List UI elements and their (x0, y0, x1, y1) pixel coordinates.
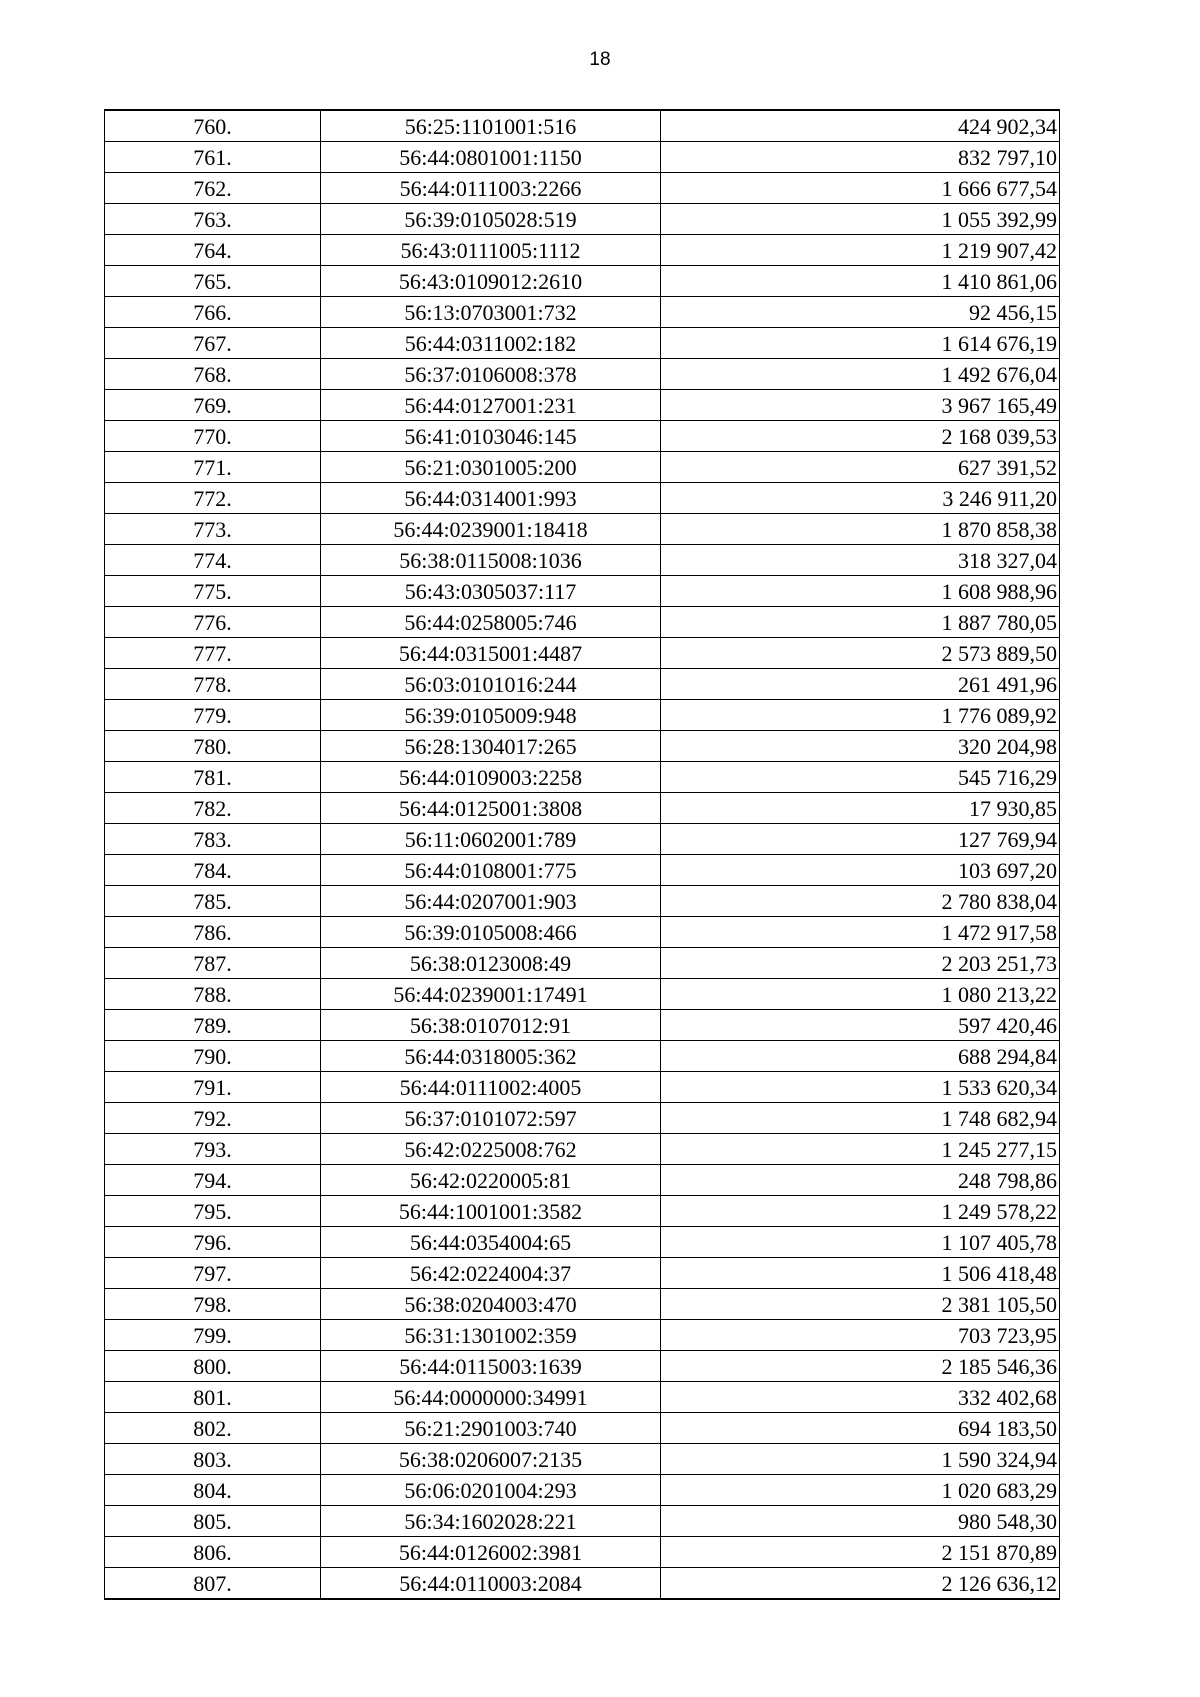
cadastral-number-cell: 56:21:0301005:200 (321, 452, 661, 483)
value-cell: 1 245 277,15 (661, 1134, 1060, 1165)
cadastral-number-cell: 56:42:0225008:762 (321, 1134, 661, 1165)
cadastral-number-cell: 56:28:1304017:265 (321, 731, 661, 762)
row-number-cell: 786. (105, 917, 321, 948)
row-number-cell: 779. (105, 700, 321, 731)
cadastral-number-cell: 56:03:0101016:244 (321, 669, 661, 700)
table-row (105, 1444, 1060, 1475)
cadastral-number-cell: 56:42:0224004:37 (321, 1258, 661, 1289)
value-cell: 1 614 676,19 (661, 328, 1060, 359)
cadastral-number-cell: 56:38:0204003:470 (321, 1289, 661, 1320)
value-cell: 1 608 988,96 (661, 576, 1060, 607)
row-number-cell: 778. (105, 669, 321, 700)
row-number-cell: 801. (105, 1382, 321, 1413)
value-cell: 424 902,34 (661, 110, 1060, 142)
row-number-cell: 785. (105, 886, 321, 917)
row-number-cell: 787. (105, 948, 321, 979)
page-number: 18 (589, 49, 611, 70)
cadastral-number-cell: 56:21:2901003:740 (321, 1413, 661, 1444)
row-number-cell: 797. (105, 1258, 321, 1289)
table-row (105, 1351, 1060, 1382)
table-row (105, 576, 1060, 607)
row-number-cell: 807. (105, 1568, 321, 1600)
value-cell: 597 420,46 (661, 1010, 1060, 1041)
value-cell: 627 391,52 (661, 452, 1060, 483)
cadastral-number-cell: 56:44:0318005:362 (321, 1041, 661, 1072)
value-cell: 261 491,96 (661, 669, 1060, 700)
row-number-cell: 793. (105, 1134, 321, 1165)
cadastral-value-table (104, 109, 1060, 1600)
row-number-cell: 760. (105, 110, 321, 142)
table-row (105, 1134, 1060, 1165)
cadastral-number-cell: 56:41:0103046:145 (321, 421, 661, 452)
row-number-cell: 776. (105, 607, 321, 638)
row-number-cell: 767. (105, 328, 321, 359)
value-cell: 1 249 578,22 (661, 1196, 1060, 1227)
row-number-cell: 763. (105, 204, 321, 235)
cadastral-number-cell: 56:44:0111003:2266 (321, 173, 661, 204)
table-row (105, 297, 1060, 328)
cadastral-number-cell: 56:44:0354004:65 (321, 1227, 661, 1258)
table-row (105, 514, 1060, 545)
row-number-cell: 772. (105, 483, 321, 514)
cadastral-number-cell: 56:44:0111002:4005 (321, 1072, 661, 1103)
table-row (105, 110, 1060, 142)
cadastral-number-cell: 56:34:1602028:221 (321, 1506, 661, 1537)
cadastral-number-cell: 56:31:1301002:359 (321, 1320, 661, 1351)
row-number-cell: 773. (105, 514, 321, 545)
cadastral-number-cell: 56:44:0127001:231 (321, 390, 661, 421)
value-cell: 1 870 858,38 (661, 514, 1060, 545)
value-cell: 1 410 861,06 (661, 266, 1060, 297)
cadastral-number-cell: 56:39:0105028:519 (321, 204, 661, 235)
cadastral-number-cell: 56:44:0125001:3808 (321, 793, 661, 824)
table-row (105, 1320, 1060, 1351)
value-cell: 103 697,20 (661, 855, 1060, 886)
row-number-cell: 800. (105, 1351, 321, 1382)
value-cell: 127 769,94 (661, 824, 1060, 855)
table-row (105, 359, 1060, 390)
row-number-cell: 804. (105, 1475, 321, 1506)
cadastral-number-cell: 56:44:0311002:182 (321, 328, 661, 359)
value-cell: 1 472 917,58 (661, 917, 1060, 948)
table-row (105, 917, 1060, 948)
row-number-cell: 803. (105, 1444, 321, 1475)
value-cell: 1 776 089,92 (661, 700, 1060, 731)
row-number-cell: 784. (105, 855, 321, 886)
table-row (105, 607, 1060, 638)
row-number-cell: 798. (105, 1289, 321, 1320)
table-row (105, 266, 1060, 297)
cadastral-number-cell: 56:44:0108001:775 (321, 855, 661, 886)
row-number-cell: 782. (105, 793, 321, 824)
table-row (105, 1010, 1060, 1041)
table-row (105, 1165, 1060, 1196)
cadastral-number-cell: 56:44:0314001:993 (321, 483, 661, 514)
value-cell: 1 492 676,04 (661, 359, 1060, 390)
value-cell: 2 573 889,50 (661, 638, 1060, 669)
value-cell: 545 716,29 (661, 762, 1060, 793)
value-cell: 1 748 682,94 (661, 1103, 1060, 1134)
value-cell: 1 055 392,99 (661, 204, 1060, 235)
table-row (105, 1506, 1060, 1537)
row-number-cell: 765. (105, 266, 321, 297)
cadastral-number-cell: 56:44:0207001:903 (321, 886, 661, 917)
cadastral-number-cell: 56:44:0258005:746 (321, 607, 661, 638)
row-number-cell: 768. (105, 359, 321, 390)
table-row (105, 1258, 1060, 1289)
cadastral-number-cell: 56:39:0105008:466 (321, 917, 661, 948)
cadastral-number-cell: 56:44:0239001:18418 (321, 514, 661, 545)
value-cell: 17 930,85 (661, 793, 1060, 824)
row-number-cell: 795. (105, 1196, 321, 1227)
row-number-cell: 788. (105, 979, 321, 1010)
value-cell: 1 107 405,78 (661, 1227, 1060, 1258)
cadastral-number-cell: 56:44:0000000:34991 (321, 1382, 661, 1413)
value-cell: 2 185 546,36 (661, 1351, 1060, 1382)
row-number-cell: 799. (105, 1320, 321, 1351)
value-cell: 1 666 677,54 (661, 173, 1060, 204)
table-row (105, 142, 1060, 173)
cadastral-number-cell: 56:44:0239001:17491 (321, 979, 661, 1010)
row-number-cell: 770. (105, 421, 321, 452)
table-row (105, 762, 1060, 793)
value-cell: 92 456,15 (661, 297, 1060, 328)
cadastral-number-cell: 56:42:0220005:81 (321, 1165, 661, 1196)
table-row (105, 1537, 1060, 1568)
row-number-cell: 805. (105, 1506, 321, 1537)
table-row (105, 669, 1060, 700)
row-number-cell: 783. (105, 824, 321, 855)
table-row (105, 824, 1060, 855)
value-cell: 1 590 324,94 (661, 1444, 1060, 1475)
table-row (105, 1475, 1060, 1506)
table-row (105, 1568, 1060, 1600)
table-body (105, 110, 1060, 1599)
value-cell: 318 327,04 (661, 545, 1060, 576)
value-cell: 1 080 213,22 (661, 979, 1060, 1010)
row-number-cell: 769. (105, 390, 321, 421)
table-row (105, 328, 1060, 359)
table-row (105, 483, 1060, 514)
row-number-cell: 764. (105, 235, 321, 266)
table-row (105, 1289, 1060, 1320)
value-cell: 1 506 418,48 (661, 1258, 1060, 1289)
row-number-cell: 806. (105, 1537, 321, 1568)
row-number-cell: 796. (105, 1227, 321, 1258)
cadastral-number-cell: 56:43:0111005:1112 (321, 235, 661, 266)
value-cell: 332 402,68 (661, 1382, 1060, 1413)
table-row (105, 855, 1060, 886)
table-row (105, 700, 1060, 731)
value-cell: 3 967 165,49 (661, 390, 1060, 421)
table-row (105, 948, 1060, 979)
cadastral-number-cell: 56:06:0201004:293 (321, 1475, 661, 1506)
value-cell: 1 533 620,34 (661, 1072, 1060, 1103)
value-cell: 2 203 251,73 (661, 948, 1060, 979)
value-cell: 1 020 683,29 (661, 1475, 1060, 1506)
row-number-cell: 792. (105, 1103, 321, 1134)
value-cell: 2 168 039,53 (661, 421, 1060, 452)
cadastral-number-cell: 56:44:0115003:1639 (321, 1351, 661, 1382)
table-row (105, 979, 1060, 1010)
row-number-cell: 790. (105, 1041, 321, 1072)
value-cell: 2 151 870,89 (661, 1537, 1060, 1568)
table-row (105, 1041, 1060, 1072)
cadastral-number-cell: 56:25:1101001:516 (321, 110, 661, 142)
table-row (105, 793, 1060, 824)
value-cell: 703 723,95 (661, 1320, 1060, 1351)
cadastral-number-cell: 56:38:0123008:49 (321, 948, 661, 979)
table-row (105, 173, 1060, 204)
value-cell: 832 797,10 (661, 142, 1060, 173)
cadastral-number-cell: 56:39:0105009:948 (321, 700, 661, 731)
value-cell: 248 798,86 (661, 1165, 1060, 1196)
value-cell: 2 780 838,04 (661, 886, 1060, 917)
cadastral-number-cell: 56:43:0109012:2610 (321, 266, 661, 297)
row-number-cell: 766. (105, 297, 321, 328)
table-row (105, 545, 1060, 576)
row-number-cell: 761. (105, 142, 321, 173)
cadastral-number-cell: 56:38:0206007:2135 (321, 1444, 661, 1475)
table-row (105, 1196, 1060, 1227)
row-number-cell: 794. (105, 1165, 321, 1196)
row-number-cell: 780. (105, 731, 321, 762)
cadastral-number-cell: 56:38:0115008:1036 (321, 545, 661, 576)
value-cell: 3 246 911,20 (661, 483, 1060, 514)
table-row (105, 731, 1060, 762)
row-number-cell: 774. (105, 545, 321, 576)
cadastral-number-cell: 56:44:0801001:1150 (321, 142, 661, 173)
cadastral-number-cell: 56:44:0110003:2084 (321, 1568, 661, 1600)
value-cell: 2 126 636,12 (661, 1568, 1060, 1600)
table-row (105, 638, 1060, 669)
row-number-cell: 789. (105, 1010, 321, 1041)
row-number-cell: 762. (105, 173, 321, 204)
value-cell: 320 204,98 (661, 731, 1060, 762)
table-row (105, 421, 1060, 452)
value-cell: 1 887 780,05 (661, 607, 1060, 638)
table-row (105, 1072, 1060, 1103)
value-cell: 688 294,84 (661, 1041, 1060, 1072)
row-number-cell: 771. (105, 452, 321, 483)
table-row (105, 235, 1060, 266)
value-cell: 694 183,50 (661, 1413, 1060, 1444)
table-row (105, 1382, 1060, 1413)
row-number-cell: 802. (105, 1413, 321, 1444)
cadastral-number-cell: 56:13:0703001:732 (321, 297, 661, 328)
row-number-cell: 775. (105, 576, 321, 607)
cadastral-number-cell: 56:37:0106008:378 (321, 359, 661, 390)
cadastral-number-cell: 56:44:0315001:4487 (321, 638, 661, 669)
table-row (105, 886, 1060, 917)
cadastral-number-cell: 56:44:1001001:3582 (321, 1196, 661, 1227)
table-row (105, 452, 1060, 483)
row-number-cell: 791. (105, 1072, 321, 1103)
cadastral-number-cell: 56:11:0602001:789 (321, 824, 661, 855)
cadastral-number-cell: 56:43:0305037:117 (321, 576, 661, 607)
cadastral-number-cell: 56:37:0101072:597 (321, 1103, 661, 1134)
table-row (105, 1103, 1060, 1134)
value-cell: 2 381 105,50 (661, 1289, 1060, 1320)
row-number-cell: 777. (105, 638, 321, 669)
table-row (105, 204, 1060, 235)
table-row (105, 1413, 1060, 1444)
table-row (105, 1227, 1060, 1258)
cadastral-number-cell: 56:38:0107012:91 (321, 1010, 661, 1041)
value-cell: 1 219 907,42 (661, 235, 1060, 266)
cadastral-number-cell: 56:44:0109003:2258 (321, 762, 661, 793)
value-cell: 980 548,30 (661, 1506, 1060, 1537)
table-row (105, 390, 1060, 421)
row-number-cell: 781. (105, 762, 321, 793)
cadastral-number-cell: 56:44:0126002:3981 (321, 1537, 661, 1568)
